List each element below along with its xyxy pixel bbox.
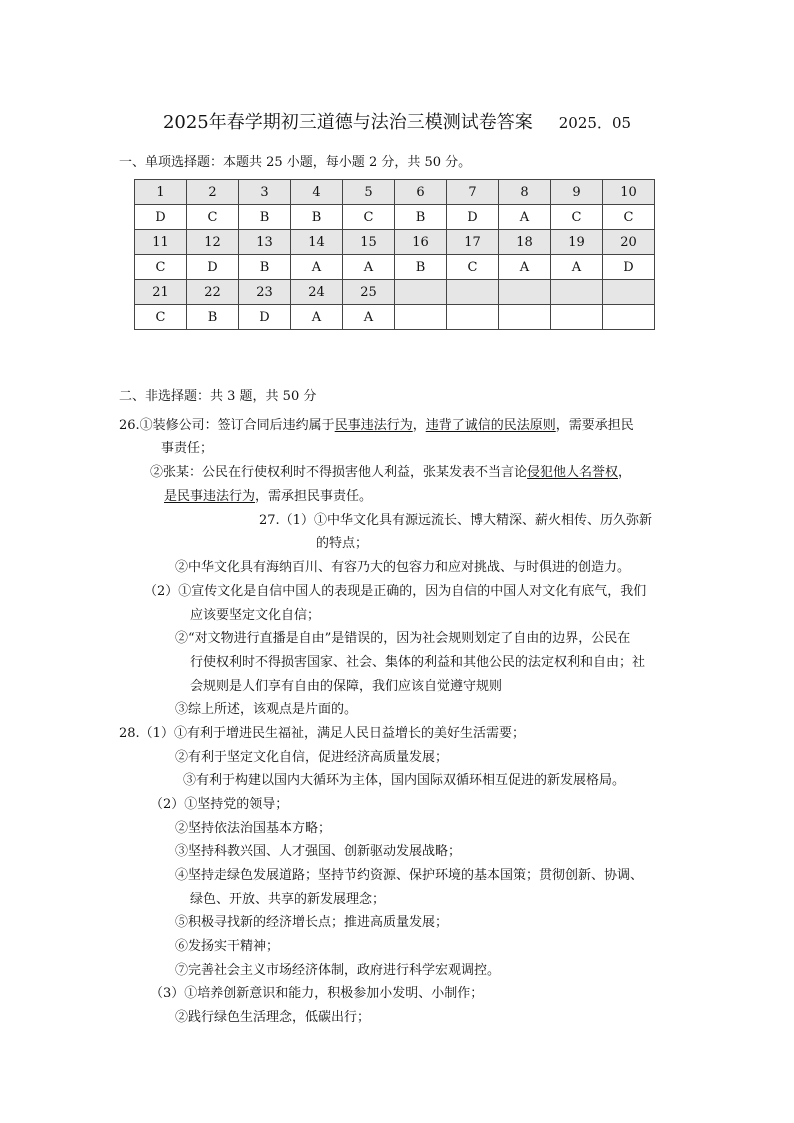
q28-line-12: （3）①培养创新意识和能力，积极参加小发明、小制作； (150, 986, 484, 1001)
q28-line-5: ②坚持依法治国基本方略； (175, 821, 332, 836)
question-number-cell: 23 (239, 280, 291, 305)
answer-cell: A (291, 255, 343, 280)
answer-row (135, 255, 655, 280)
answer-cell: B (395, 205, 447, 230)
question-number-cell (395, 280, 447, 305)
q27-line-5: 应该要坚定文化自信； (190, 608, 321, 623)
q26-line-1: 26.①装修公司：签订合同后违约属于民事违法行为，违背了诚信的民法原则，需要承担民 (119, 418, 634, 433)
section-2-heading: 二、非选择题：共 3 题，共 50 分 (119, 389, 317, 404)
answer-cell: D (603, 255, 655, 280)
q27-line-3: ②中华文化具有海纳百川、有容乃大的包容力和应对挑战、与时俱进的创造力。 (175, 560, 631, 575)
question-number-cell: 7 (447, 180, 499, 205)
question-number-row (135, 180, 655, 205)
question-number-cell: 1 (135, 180, 187, 205)
question-number-cell: 11 (135, 230, 187, 255)
question-number-cell: 4 (291, 180, 343, 205)
answer-cell: A (499, 255, 551, 280)
answer-cell: B (187, 305, 239, 330)
question-number-cell: 6 (395, 180, 447, 205)
answer-cell: A (343, 255, 395, 280)
q28-line-3: ③有利于构建以国内大循环为主体，国内国际双循环相互促进的新发展格局。 (183, 773, 626, 788)
answer-cell: D (135, 205, 187, 230)
underlined-answer: 违背了诚信的民法原则 (425, 418, 556, 433)
answer-cell: A (291, 305, 343, 330)
question-number-cell: 5 (343, 180, 395, 205)
question-number-cell: 14 (291, 230, 343, 255)
question-number-row (135, 230, 655, 255)
answer-cell (447, 305, 499, 330)
question-number-cell: 8 (499, 180, 551, 205)
question-number-cell: 2 (187, 180, 239, 205)
question-number-cell (499, 280, 551, 305)
q27-line-9: ③综上所述，该观点是片面的。 (175, 702, 358, 717)
underlined-answer: 民事违法行为 (334, 418, 413, 433)
q27-line-8: 会规则是人们享有自由的保障，我们应该自觉遵守规则 (190, 679, 503, 694)
q26-line-3: ②张某：公民在行使权利时不得损害他人利益，张某发表不当言论侵犯他人名誉权， (150, 465, 632, 480)
answer-cell: B (395, 255, 447, 280)
question-number-cell: 22 (187, 280, 239, 305)
exam-date: 2025．05 (558, 114, 632, 132)
question-number-cell: 25 (343, 280, 395, 305)
question-number-cell: 12 (187, 230, 239, 255)
q28-line-2: ②有利于坚定文化自信，促进经济高质量发展； (175, 750, 449, 765)
answer-cell: A (343, 305, 395, 330)
question-number-cell (603, 280, 655, 305)
q28-line-7: ④坚持走绿色发展道路；坚持节约资源、保护环境的基本国策；贯彻创新、协调、 (175, 868, 644, 883)
answer-cell: D (447, 205, 499, 230)
q27-line-7: 行使权利时不得损害国家、社会、集体的利益和其他公民的法定权利和自由；社 (190, 655, 646, 670)
question-number-cell: 20 (603, 230, 655, 255)
answer-cell: A (499, 205, 551, 230)
answer-cell (551, 305, 603, 330)
page-title (0, 108, 794, 134)
answer-row (135, 305, 655, 330)
answer-cell (395, 305, 447, 330)
question-number-cell: 3 (239, 180, 291, 205)
q28-line-13: ②践行绿色生活理念，低碳出行； (175, 1010, 371, 1025)
answer-cell: A (551, 255, 603, 280)
q28-line-11: ⑦完善社会主义市场经济体制，政府进行科学宏观调控。 (175, 963, 501, 978)
q26-line-2: 事责任； (161, 441, 214, 456)
answer-cell: D (187, 255, 239, 280)
question-number-cell: 24 (291, 280, 343, 305)
question-number-cell: 15 (343, 230, 395, 255)
q28-line-6: ③坚持科教兴国、人才强国、创新驱动发展战略； (175, 844, 462, 859)
question-number-cell: 18 (499, 230, 551, 255)
answer-row (135, 205, 655, 230)
question-number-row (135, 280, 655, 305)
answer-cell: B (291, 205, 343, 230)
q28-line-9: ⑤积极寻找新的经济增长点；推进高质量发展； (175, 915, 449, 930)
question-number-cell: 9 (551, 180, 603, 205)
answer-table (134, 179, 655, 330)
q28-line-1: 28.（1）①有利于增进民生福祉，满足人民日益增长的美好生活需要； (119, 726, 525, 741)
answer-cell: B (239, 205, 291, 230)
answer-cell: D (239, 305, 291, 330)
answer-cell: C (135, 305, 187, 330)
answer-cell: C (343, 205, 395, 230)
q28-line-4: （2）①坚持党的领导； (150, 797, 289, 812)
answer-cell: C (187, 205, 239, 230)
answer-cell (499, 305, 551, 330)
question-number-cell (551, 280, 603, 305)
question-number-cell: 17 (447, 230, 499, 255)
exam-title: 2025年春学期初三道德与法治三模测试卷答案 (162, 112, 533, 133)
answer-cell: C (551, 205, 603, 230)
question-number-cell: 13 (239, 230, 291, 255)
underlined-answer: 侵犯他人名誉权 (527, 465, 619, 480)
question-number-cell: 19 (551, 230, 603, 255)
q27-line-6: ②“对文物进行直播是自由”是错误的，因为社会规则划定了自由的边界，公民在 (175, 631, 631, 646)
question-number-cell: 16 (395, 230, 447, 255)
q27-line-4: （2）①宣传文化是自信中国人的表现是正确的，因为自信的中国人对文化有底气，我们 (144, 584, 647, 599)
answer-cell: C (135, 255, 187, 280)
question-number-cell: 10 (603, 180, 655, 205)
q27-line-1: 27.（1）①中华文化具有源远流长、博大精深、薪火相传、历久弥新 (259, 513, 652, 528)
question-number-cell: 21 (135, 280, 187, 305)
q28-line-8: 绿色、开放、共享的新发展理念； (190, 892, 386, 907)
answer-cell (603, 305, 655, 330)
answer-cell: C (447, 255, 499, 280)
q27-line-2: 的特点； (316, 536, 369, 551)
question-number-cell (447, 280, 499, 305)
q28-line-10: ⑥发扬实干精神； (175, 939, 280, 954)
underlined-answer: 是民事违法行为 (164, 489, 256, 504)
answer-cell: C (603, 205, 655, 230)
section-1-heading: 一、单项选择题：本题共 25 小题，每小题 2 分，共 50 分。 (119, 155, 472, 170)
answer-cell: B (239, 255, 291, 280)
q26-line-4: 是民事违法行为，需承担民事责任。 (164, 489, 373, 504)
